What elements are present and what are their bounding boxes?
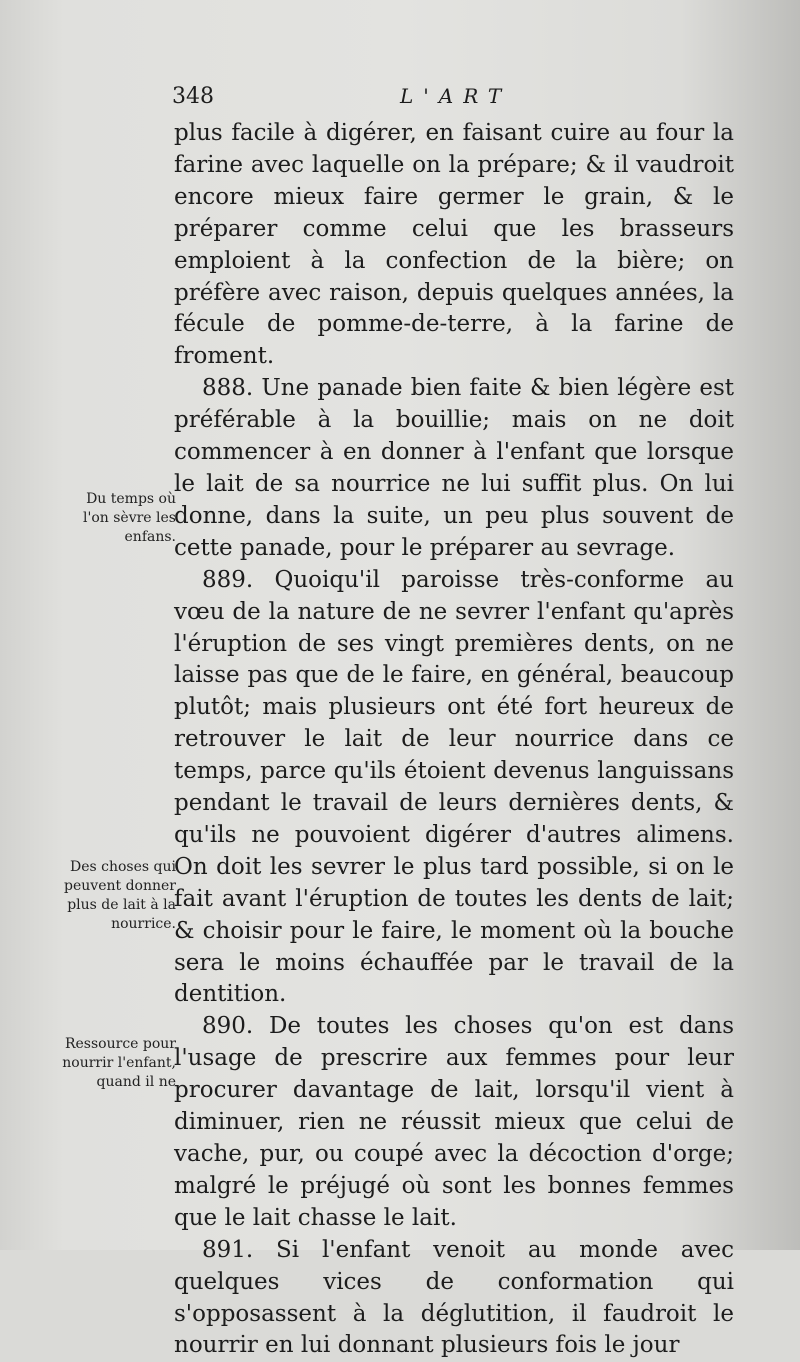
margin-note-ressource: Ressource pour nourrir l'enfant, quand il ne (62, 1036, 176, 1090)
paragraph-889: 889. Quoiqu'il paroisse très-conforme au vœu de la nature de ne sevrer l'enfant qu'après l'éruption de ses vingt premières dents, on ne laisse pas que de le faire, en général, beaucoup plutôt; mais plusieurs ont été fort heureux de retrouver le lait de leur nourrice dans ce temps, parce qu'ils étoient devenus languissans pendant le travail de leurs dernières dents, & qu'ils ne pouvoient digérer d'autres alimens. On doit les sevrer le plus tard possible, si on le fait avant l'éruption de toutes les dents de lait; & choisir pour le faire, le moment où la bouche sera le moins échauffée par le travail de la dentition. (174, 566, 734, 1008)
paragraph-891: 891. Si l'enfant venoit au monde avec quelques vices de conformation qui s'opposassent à la déglutition, il faudroit le nourrir en lui donnant plusieurs fois le jour (174, 1236, 734, 1359)
paragraph-890: 890. De toutes les choses qu'on est dans l'usage de prescrire aux femmes pour leur procurer davantage de lait, lorsqu'il vient à diminuer, rien ne réussit mieux que celui de vache, pur, ou coupé avec la décoction d'orge; malgré le préjugé où sont les bonnes femmes que le lait chasse le lait. (174, 1013, 734, 1231)
running-head (172, 84, 732, 114)
margin-note-sevrage: Du temps où l'on sèvre les enfans. (83, 491, 176, 545)
main-text (174, 118, 734, 1362)
page-number: 348 (172, 84, 214, 109)
paragraph-888: 888. Une panade bien faite & bien légère est préférable à la bouillie; mais on ne doit commencer à en donner à l'enfant que lorsque le lait de sa nourrice ne lui suffit plus. On lui donne, dans la suite, un peu plus souvent de cette panade, pour le préparer au sevrage. (174, 375, 734, 561)
margin-note-lait: Des choses qui peuvent donner plus de lait à la nourrice. (64, 859, 176, 932)
paragraph-continued: plus facile à digérer, en faisant cuire au four la farine avec laquelle on la prépare; & il vaudroit encore mieux faire germer le grain, & le préparer comme celui que les brasseurs emploient à la confection de la bière; on préfère avec raison, depuis quelques années, la fécule de pomme-de-terre, à la farine de froment. (174, 120, 734, 370)
running-title: L'ART (400, 84, 512, 108)
